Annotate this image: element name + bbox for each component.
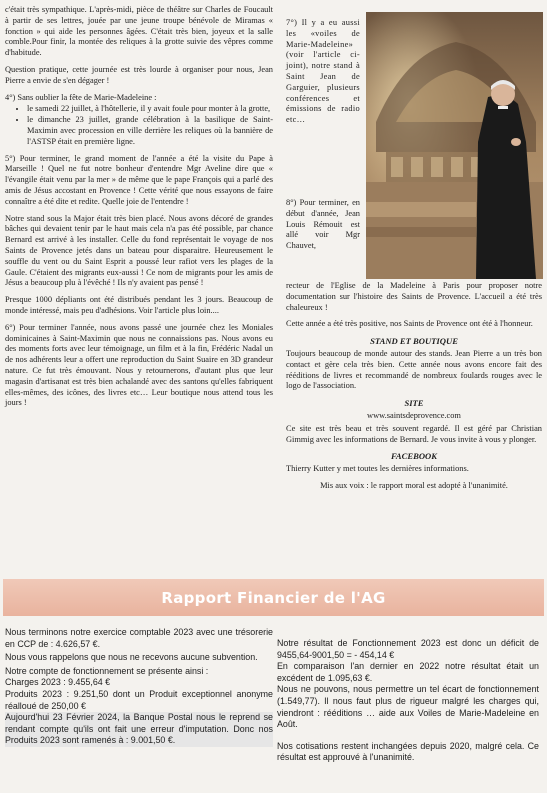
paragraph-mgr-chauvet-part1: 8°) Pour terminer, en début d'année, Jean Louis Rémouit est allé voir Mgr Chauvet, [286, 198, 360, 251]
right-column [286, 18, 542, 138]
finance-subvention: Nous vous rappelons que nous ne recevons aucune subvention. [5, 652, 258, 663]
finance-left-column [5, 627, 273, 749]
finance-ecart: Nous ne pouvons, nous permettre un tel écart de fonctionnement (1.549,77). Il nous faut plus de rigueur malgré les charges qui, viendront : rééditions … aide aux Voiles de Marie-Madeleine en Août. [277, 684, 539, 730]
p8-wide [286, 281, 542, 498]
finance-compte-intro: Notre compte de fonctionnement se présente ainsi : [5, 665, 209, 676]
p8-narrow [286, 198, 360, 258]
finance-banque-postale: Aujourd'hui 23 Février 2024, la Banque Postal nous le reprend se rendant compte qu'ils ont fait une erreur d'imputation. Donc nos Produits 2023 sont ramenés à : 9.001,50 €. [5, 712, 273, 746]
facebook-title: FACEBOOK [390, 451, 437, 462]
stand-title: STAND ET BOUTIQUE [370, 336, 458, 347]
paragraph-moniales: 6°) Pour terminer l'année, nous avons passé une journée chez les Moniales dominicaines à Saint-Maximin que nous ne connaissions pas. Nous avons eu des moments forts avec leur témoignage, un film et à la fin, Frédéric Nadal un de nos adhérents leur a offert une reproduction du Saint Suaire en 3D grandeur nature. Ce fut très émouvant. Nous y retournerons, d'autant plus que leur magasin d'artisanat est très bien achalandé avec des santons qu'elles fabriquent elles-mêmes, des icônes, des livres etc… Leur boutique nous attend tous les jours ! [5, 322, 273, 408]
list-item: • le samedi 22 juillet, à l'hôtellerie, il y avait foule pour monter à la grotte, [27, 104, 273, 115]
left-column [5, 5, 273, 415]
finance-right-column [277, 638, 539, 766]
finance-cotisations: Nos cotisations restent inchangées depuis 2020, malgré cela. Ce résultat est approuvé à l'unanimité. [277, 740, 539, 763]
right-column-narrow-block [286, 18, 360, 126]
paragraph-theatre: c'était très sympathique. L'après-midi, pièce de théâtre sur Charles de Foucault à partir de ses lettres, jouée par une jeune troupe bénévole de Miramas « fonction » qui aide les personnes âgées. C'était très bien, joyeux et la salle comble.Pour finir, la montée des reliques à la grotte suivie des vêpres comme d'habitude. [5, 5, 273, 58]
finance-tresorerie: Nous terminons notre exercice comptable 2023 avec une trésorerie en CCP de : 4.626,57 €. [5, 627, 273, 649]
paragraph-site: Ce site est très beau et très souvent regardé. Il est géré par Christian Gimmig avec les informations de Bernard. Je vous invite à vous y plonger. [286, 423, 542, 444]
paragraph-mgr-chauvet-part2: recteur de l'Eglise de la Madeleine à Paris pour proposer notre documentation sur l'histoire des Saints de Provence. L'accueil a été très chaleureux ! [286, 281, 542, 312]
banner-title: Rapport Financier de l'AG [161, 588, 386, 607]
site-url[interactable]: www.saintsdeprovence.com [367, 410, 461, 420]
paragraph-visite-pape: 5°) Pour terminer, le grand moment de l'année a été la visite du Pape à Marseille ! Quel ne fut notre bonheur d'entendre Mgr Aveline dire que « l'évangile était venu par la mer » de même que le pape François qui a parlé des amis de Jésus accostant en Provence ! Cette vérité que nous essayons de faire connaître a été dite et redite. Quelle joie de l'entendre ! [5, 153, 273, 206]
finance-produits: Produits 2023 : 9.251,50 dont un Produit exceptionnel anonyme réalloué de 250,00 € [5, 688, 273, 711]
paragraph-marie-madeleine: 4°) Sans oublier la fête de Marie-Madeleine : [5, 92, 157, 102]
paragraph-depliants: Presque 1000 dépliants ont été distribués pendant les 3 jours. Beaucoup de monde intéressé, mais peu d'adhésions. Voir l'article plus loin.... [5, 295, 273, 315]
paragraph-question-pratique: Question pratique, cette journée est très lourde à organiser pour nous, Jean Pierre a envie de s'en dégager ! [5, 64, 273, 85]
finance-charges: Charges 2023 : 9.455,64 € [5, 677, 111, 688]
section-banner [3, 579, 544, 616]
site-title: SITE [404, 398, 424, 409]
bullet-list [5, 104, 273, 147]
paragraph-annee-positive: Cette année a été très positive, nos Saints de Provence ont été à l'honneur. [286, 319, 533, 329]
paragraph-facebook: Thierry Kutter y met toutes les dernières informations. [286, 464, 469, 474]
paragraph-stand-major: Notre stand sous la Major était très bien placé. Nous avons décoré de grandes bâches qui devaient tenir par le haut mais cela n'a pas été possible, par chance Bernard est arrivé à les installer. Celle du fond représentait le voyage de nos Saints de Provence jetés dans un bateau pour disparaitre. Heureusement le souffle du vent ou du Saint Esprit a poussé leur rafiot vers les plages de la Gaule. C'étaient des migrants eux-aussi ! Ce nom de migrants pour les amis de Jésus a beaucoup plu à l'évêché ! Ils n'y avaient pas pensé ! [5, 213, 273, 288]
paragraph-vote: Mis aux voix : le rapport moral est adopté à l'unanimité. [320, 480, 508, 490]
finance-resultat: Notre résultat de Fonctionnement 2023 est donc un déficit de 9455,64-9001,50 = - 454,14 € [277, 638, 539, 660]
paragraph-stand: Toujours beaucoup de monde autour des stands. Jean Pierre a un très bon contact et gère cela très bien. Cette année nous avons encore fait des rééditions de livres et recommandé de nombreux foulards rouges avec le logo de l'association. [286, 348, 542, 391]
paragraph-voiles: 7°) Il y a eu aussi les «voiles de Marie-Madeleine» (voir l'article ci-joint), notre stand à Saint Jean de Garguier, plusieurs conférences et émissions de radio etc… [286, 18, 360, 125]
list-item: • le dimanche 23 juillet, grande célébration à la basilique de Saint-Maximin avec procession en ville derrière les reliques où la bannière de l'ASTSP était en première ligne. [27, 115, 273, 147]
finance-comparaison: En comparaison l'an dernier en 2022 notre résultat était un excédent de 1.095,63 €. [277, 661, 539, 683]
